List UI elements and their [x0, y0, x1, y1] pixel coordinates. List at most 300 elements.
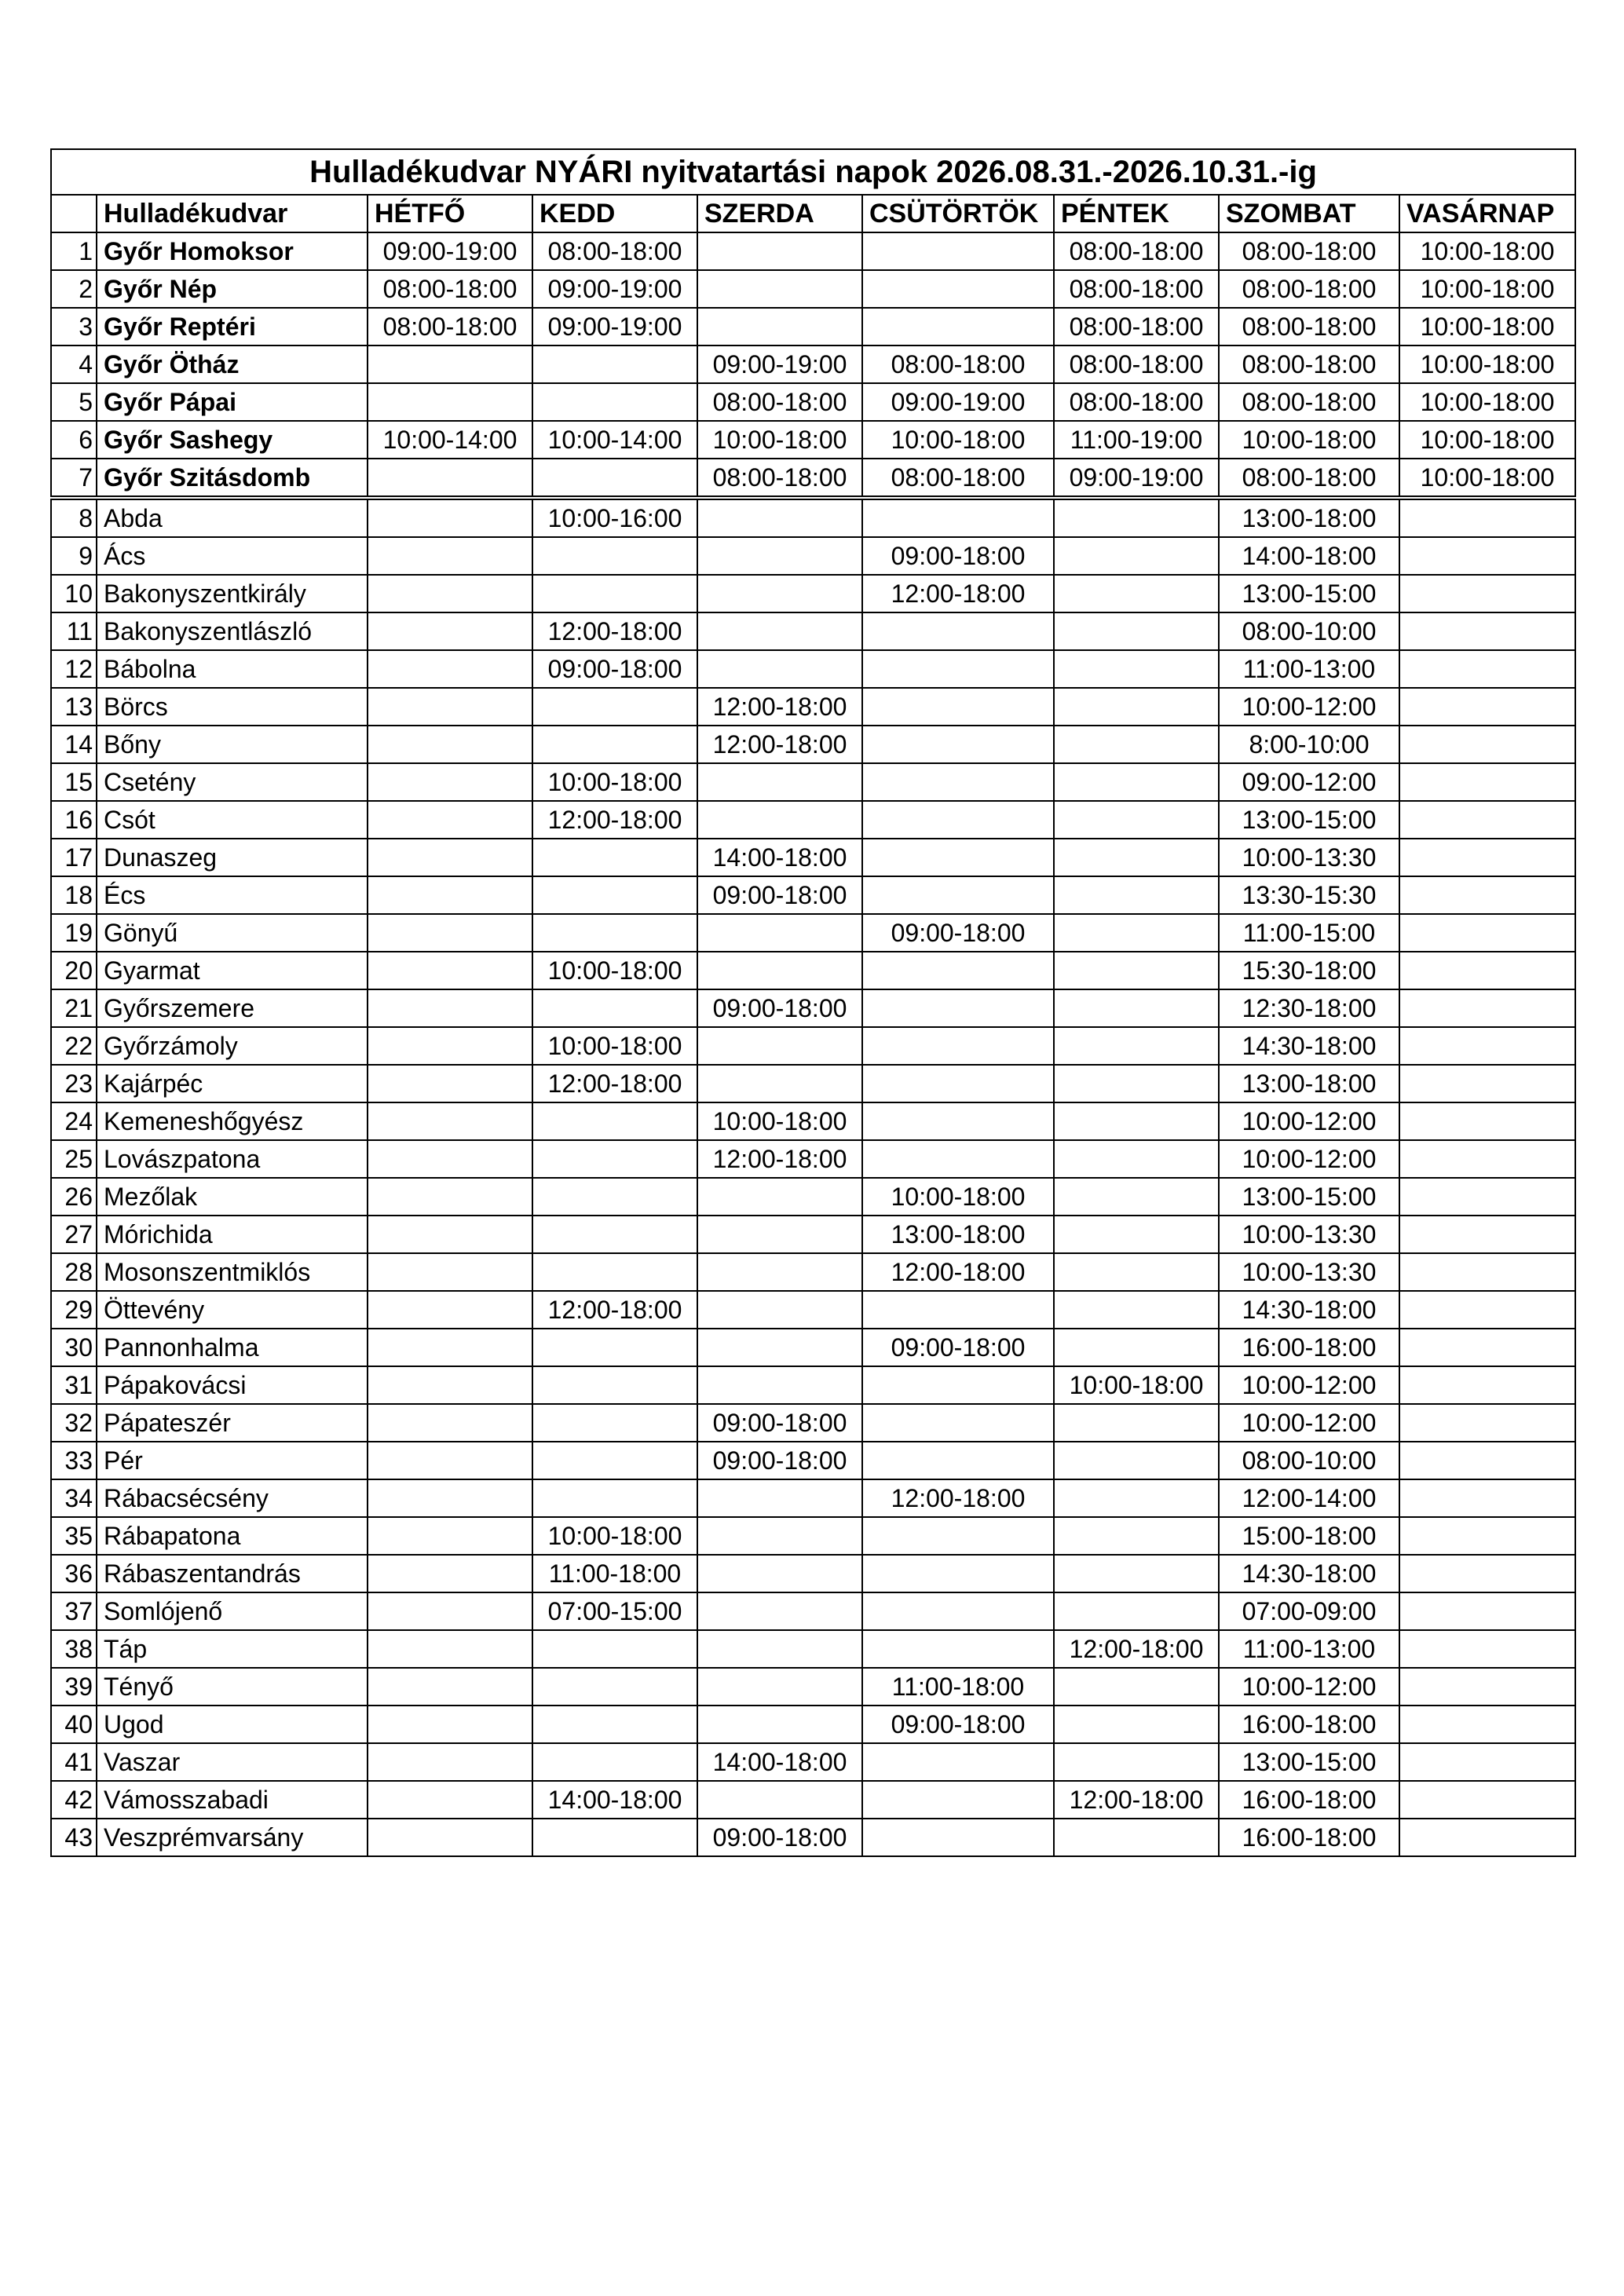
table-body [51, 232, 1575, 1856]
hours-sunday [1399, 1819, 1575, 1856]
hours-monday [368, 1065, 532, 1102]
hours-thursday [862, 1442, 1054, 1479]
table-row [51, 1781, 1575, 1819]
hours-friday: 12:00-18:00 [1054, 1630, 1219, 1668]
hours-thursday [862, 801, 1054, 839]
hours-thursday [862, 1630, 1054, 1668]
hours-saturday: 08:00-18:00 [1219, 383, 1399, 421]
site-name: Csót [97, 801, 368, 839]
hours-saturday: 08:00-18:00 [1219, 345, 1399, 383]
site-name: Bőny [97, 726, 368, 763]
hours-wednesday: 12:00-18:00 [697, 688, 862, 726]
site-name: Ugod [97, 1706, 368, 1743]
hours-saturday: 12:30-18:00 [1219, 989, 1399, 1027]
hours-saturday: 13:00-15:00 [1219, 801, 1399, 839]
hours-wednesday: 09:00-19:00 [697, 345, 862, 383]
hours-saturday: 14:30-18:00 [1219, 1291, 1399, 1329]
hours-friday [1054, 1253, 1219, 1291]
hours-friday [1054, 801, 1219, 839]
hours-monday [368, 1102, 532, 1140]
hours-wednesday [697, 1329, 862, 1366]
hours-monday [368, 914, 532, 952]
table-row [51, 612, 1575, 650]
hours-tuesday [532, 914, 697, 952]
hours-saturday: 14:00-18:00 [1219, 537, 1399, 575]
hours-sunday [1399, 1555, 1575, 1592]
hours-tuesday [532, 383, 697, 421]
hours-monday [368, 1442, 532, 1479]
table-row [51, 1102, 1575, 1140]
hours-monday [368, 1479, 532, 1517]
table-row [51, 1291, 1575, 1329]
hours-saturday: 10:00-12:00 [1219, 1668, 1399, 1706]
hours-wednesday: 12:00-18:00 [697, 726, 862, 763]
hours-thursday [862, 989, 1054, 1027]
site-name: Veszprémvarsány [97, 1819, 368, 1856]
hours-monday: 10:00-14:00 [368, 421, 532, 459]
hours-monday: 08:00-18:00 [368, 308, 532, 345]
hours-monday: 09:00-19:00 [368, 232, 532, 270]
hours-saturday: 10:00-13:30 [1219, 1216, 1399, 1253]
hours-wednesday [697, 1668, 862, 1706]
hours-friday [1054, 537, 1219, 575]
hours-tuesday [532, 1253, 697, 1291]
hours-tuesday [532, 726, 697, 763]
hours-tuesday [532, 839, 697, 876]
hours-wednesday [697, 1706, 862, 1743]
hours-thursday [862, 1027, 1054, 1065]
row-number: 2 [51, 270, 97, 308]
site-name: Győr Reptéri [97, 308, 368, 345]
row-number: 35 [51, 1517, 97, 1555]
site-name: Gyarmat [97, 952, 368, 989]
hours-thursday [862, 726, 1054, 763]
hours-wednesday [697, 1630, 862, 1668]
hours-wednesday [697, 1253, 862, 1291]
hours-wednesday: 14:00-18:00 [697, 839, 862, 876]
site-name: Rábaszentandrás [97, 1555, 368, 1592]
hours-friday [1054, 1743, 1219, 1781]
table-row [51, 914, 1575, 952]
table-row [51, 1479, 1575, 1517]
table-row [51, 763, 1575, 801]
hours-saturday: 10:00-12:00 [1219, 1140, 1399, 1178]
hours-friday [1054, 839, 1219, 876]
table-row [51, 345, 1575, 383]
hours-wednesday [697, 1781, 862, 1819]
hours-sunday [1399, 1479, 1575, 1517]
hours-wednesday: 09:00-18:00 [697, 1404, 862, 1442]
hours-saturday: 10:00-12:00 [1219, 1366, 1399, 1404]
hours-monday [368, 1027, 532, 1065]
hours-wednesday [697, 1291, 862, 1329]
hours-sunday: 10:00-18:00 [1399, 232, 1575, 270]
hours-thursday [862, 612, 1054, 650]
row-number: 30 [51, 1329, 97, 1366]
table-row [51, 421, 1575, 459]
hours-thursday: 13:00-18:00 [862, 1216, 1054, 1253]
row-number: 16 [51, 801, 97, 839]
hours-tuesday [532, 1329, 697, 1366]
hours-saturday: 08:00-18:00 [1219, 232, 1399, 270]
row-number: 7 [51, 459, 97, 498]
site-name: Pannonhalma [97, 1329, 368, 1366]
hours-friday: 08:00-18:00 [1054, 308, 1219, 345]
site-name: Börcs [97, 688, 368, 726]
hours-monday [368, 1668, 532, 1706]
hours-monday [368, 345, 532, 383]
hours-saturday: 12:00-14:00 [1219, 1479, 1399, 1517]
row-number: 18 [51, 876, 97, 914]
hours-friday [1054, 1442, 1219, 1479]
hours-tuesday: 10:00-18:00 [532, 763, 697, 801]
hours-tuesday: 10:00-16:00 [532, 498, 697, 537]
hours-monday [368, 1329, 532, 1366]
hours-saturday: 09:00-12:00 [1219, 763, 1399, 801]
table-row [51, 876, 1575, 914]
hours-monday [368, 763, 532, 801]
hours-friday [1054, 1102, 1219, 1140]
hours-tuesday [532, 1216, 697, 1253]
hours-monday [368, 383, 532, 421]
hours-sunday: 10:00-18:00 [1399, 345, 1575, 383]
hours-thursday [862, 498, 1054, 537]
hours-wednesday: 10:00-18:00 [697, 1102, 862, 1140]
table-row [51, 270, 1575, 308]
row-number: 11 [51, 612, 97, 650]
hours-thursday [862, 952, 1054, 989]
row-number: 28 [51, 1253, 97, 1291]
hours-thursday: 11:00-18:00 [862, 1668, 1054, 1706]
row-number: 3 [51, 308, 97, 345]
table-title: Hulladékudvar NYÁRI nyitvatartási napok 2026.08.31.-2026.10.31.-ig [51, 149, 1575, 195]
site-name: Bakonyszentkirály [97, 575, 368, 612]
table-row [51, 1216, 1575, 1253]
hours-tuesday [532, 688, 697, 726]
hours-sunday [1399, 1668, 1575, 1706]
hours-tuesday [532, 1668, 697, 1706]
row-number: 21 [51, 989, 97, 1027]
hours-tuesday: 10:00-18:00 [532, 1027, 697, 1065]
row-number: 38 [51, 1630, 97, 1668]
schedule-table [50, 148, 1576, 1857]
site-name: Győr Nép [97, 270, 368, 308]
hours-sunday [1399, 989, 1575, 1027]
hours-monday [368, 726, 532, 763]
hours-monday [368, 801, 532, 839]
table-row [51, 1592, 1575, 1630]
hours-friday [1054, 1479, 1219, 1517]
row-number: 40 [51, 1706, 97, 1743]
hours-thursday: 10:00-18:00 [862, 421, 1054, 459]
hours-tuesday [532, 1366, 697, 1404]
hours-sunday [1399, 1743, 1575, 1781]
hours-friday: 11:00-19:00 [1054, 421, 1219, 459]
hours-monday [368, 1706, 532, 1743]
hours-monday [368, 839, 532, 876]
row-number: 5 [51, 383, 97, 421]
hours-saturday: 08:00-10:00 [1219, 612, 1399, 650]
table-row [51, 688, 1575, 726]
hours-thursday [862, 1065, 1054, 1102]
hours-saturday: 13:00-15:00 [1219, 575, 1399, 612]
hours-saturday: 10:00-13:30 [1219, 1253, 1399, 1291]
hours-thursday [862, 270, 1054, 308]
row-number: 34 [51, 1479, 97, 1517]
table-row [51, 801, 1575, 839]
hours-thursday: 08:00-18:00 [862, 459, 1054, 498]
hours-tuesday [532, 575, 697, 612]
hours-thursday [862, 876, 1054, 914]
hours-thursday: 10:00-18:00 [862, 1178, 1054, 1216]
hours-monday [368, 876, 532, 914]
table-row [51, 1065, 1575, 1102]
hours-tuesday: 07:00-15:00 [532, 1592, 697, 1630]
hours-saturday: 08:00-10:00 [1219, 1442, 1399, 1479]
hours-monday [368, 688, 532, 726]
site-name: Bábolna [97, 650, 368, 688]
row-number: 33 [51, 1442, 97, 1479]
table-row [51, 498, 1575, 537]
hours-wednesday [697, 914, 862, 952]
hours-saturday: 11:00-13:00 [1219, 1630, 1399, 1668]
hours-monday: 08:00-18:00 [368, 270, 532, 308]
hours-tuesday [532, 876, 697, 914]
hours-monday [368, 459, 532, 498]
hours-wednesday [697, 308, 862, 345]
hours-saturday: 16:00-18:00 [1219, 1329, 1399, 1366]
site-name: Rábapatona [97, 1517, 368, 1555]
hours-thursday [862, 1291, 1054, 1329]
hours-thursday: 09:00-18:00 [862, 537, 1054, 575]
hours-thursday [862, 1517, 1054, 1555]
hours-thursday [862, 1592, 1054, 1630]
table-row [51, 839, 1575, 876]
hours-friday [1054, 726, 1219, 763]
hours-tuesday [532, 1140, 697, 1178]
site-name: Lovászpatona [97, 1140, 368, 1178]
hours-tuesday: 12:00-18:00 [532, 1065, 697, 1102]
site-name: Győr Sashegy [97, 421, 368, 459]
hours-saturday: 08:00-18:00 [1219, 459, 1399, 498]
hours-sunday [1399, 763, 1575, 801]
row-number: 14 [51, 726, 97, 763]
hours-friday [1054, 575, 1219, 612]
row-number: 39 [51, 1668, 97, 1706]
hours-tuesday: 09:00-18:00 [532, 650, 697, 688]
site-name: Somlójenő [97, 1592, 368, 1630]
row-number: 6 [51, 421, 97, 459]
hours-thursday [862, 1140, 1054, 1178]
hours-sunday [1399, 1592, 1575, 1630]
site-name: Dunaszeg [97, 839, 368, 876]
row-number: 10 [51, 575, 97, 612]
hours-wednesday: 09:00-18:00 [697, 1819, 862, 1856]
table-row [51, 1253, 1575, 1291]
hours-friday [1054, 763, 1219, 801]
hours-monday [368, 989, 532, 1027]
hours-thursday [862, 1404, 1054, 1442]
table-row [51, 989, 1575, 1027]
hours-wednesday [697, 952, 862, 989]
table-row [51, 952, 1575, 989]
hours-thursday: 09:00-18:00 [862, 1329, 1054, 1366]
table-row [51, 232, 1575, 270]
header-day-sunday: VASÁRNAP [1399, 195, 1575, 232]
hours-wednesday [697, 650, 862, 688]
table-row [51, 537, 1575, 575]
table-row [51, 1027, 1575, 1065]
hours-thursday [862, 1366, 1054, 1404]
hours-friday [1054, 1555, 1219, 1592]
hours-thursday: 08:00-18:00 [862, 345, 1054, 383]
site-name: Csetény [97, 763, 368, 801]
hours-saturday: 16:00-18:00 [1219, 1706, 1399, 1743]
row-number: 13 [51, 688, 97, 726]
site-name: Bakonyszentlászló [97, 612, 368, 650]
hours-thursday [862, 688, 1054, 726]
hours-sunday [1399, 1216, 1575, 1253]
hours-wednesday [697, 270, 862, 308]
hours-friday [1054, 1178, 1219, 1216]
hours-thursday: 09:00-18:00 [862, 1706, 1054, 1743]
hours-friday: 12:00-18:00 [1054, 1781, 1219, 1819]
hours-monday [368, 1630, 532, 1668]
site-name: Győr Homoksor [97, 232, 368, 270]
site-name: Győr Pápai [97, 383, 368, 421]
hours-tuesday [532, 1178, 697, 1216]
table-row [51, 459, 1575, 498]
table-row [51, 1668, 1575, 1706]
hours-monday [368, 1517, 532, 1555]
hours-wednesday [697, 763, 862, 801]
hours-wednesday [697, 1555, 862, 1592]
hours-monday [368, 498, 532, 537]
hours-wednesday: 12:00-18:00 [697, 1140, 862, 1178]
row-number: 20 [51, 952, 97, 989]
site-name: Pápateszér [97, 1404, 368, 1442]
hours-sunday [1399, 914, 1575, 952]
hours-thursday [862, 763, 1054, 801]
hours-monday [368, 1140, 532, 1178]
hours-wednesday [697, 801, 862, 839]
row-number: 29 [51, 1291, 97, 1329]
hours-friday [1054, 1027, 1219, 1065]
hours-friday [1054, 1216, 1219, 1253]
table-row [51, 1743, 1575, 1781]
header-num-cell [51, 195, 97, 232]
row-number: 1 [51, 232, 97, 270]
hours-monday [368, 1819, 532, 1856]
site-name: Pér [97, 1442, 368, 1479]
hours-tuesday [532, 989, 697, 1027]
hours-friday [1054, 1404, 1219, 1442]
hours-sunday [1399, 839, 1575, 876]
hours-wednesday: 09:00-18:00 [697, 989, 862, 1027]
hours-monday [368, 1781, 532, 1819]
hours-tuesday [532, 459, 697, 498]
hours-wednesday [697, 232, 862, 270]
table-row [51, 726, 1575, 763]
hours-monday [368, 575, 532, 612]
hours-tuesday: 12:00-18:00 [532, 612, 697, 650]
hours-friday [1054, 498, 1219, 537]
hours-thursday: 12:00-18:00 [862, 575, 1054, 612]
hours-saturday: 11:00-15:00 [1219, 914, 1399, 952]
hours-sunday [1399, 1366, 1575, 1404]
hours-friday [1054, 1291, 1219, 1329]
row-number: 25 [51, 1140, 97, 1178]
header-day-friday: PÉNTEK [1054, 195, 1219, 232]
hours-tuesday: 10:00-18:00 [532, 1517, 697, 1555]
hours-saturday: 07:00-09:00 [1219, 1592, 1399, 1630]
site-name: Tényő [97, 1668, 368, 1706]
table-row [51, 1140, 1575, 1178]
hours-friday [1054, 952, 1219, 989]
hours-sunday [1399, 1178, 1575, 1216]
hours-wednesday [697, 1366, 862, 1404]
hours-tuesday: 14:00-18:00 [532, 1781, 697, 1819]
hours-thursday [862, 1781, 1054, 1819]
site-name: Abda [97, 498, 368, 537]
hours-sunday [1399, 537, 1575, 575]
hours-thursday [862, 308, 1054, 345]
hours-sunday [1399, 1065, 1575, 1102]
hours-tuesday: 11:00-18:00 [532, 1555, 697, 1592]
hours-friday [1054, 1706, 1219, 1743]
site-name: Győr Ötház [97, 345, 368, 383]
hours-sunday [1399, 1706, 1575, 1743]
hours-saturday: 16:00-18:00 [1219, 1819, 1399, 1856]
hours-saturday: 14:30-18:00 [1219, 1027, 1399, 1065]
hours-friday [1054, 612, 1219, 650]
hours-friday: 08:00-18:00 [1054, 383, 1219, 421]
hours-monday [368, 1743, 532, 1781]
hours-thursday [862, 1743, 1054, 1781]
hours-sunday: 10:00-18:00 [1399, 459, 1575, 498]
hours-sunday: 10:00-18:00 [1399, 270, 1575, 308]
header-day-saturday: SZOMBAT [1219, 195, 1399, 232]
hours-sunday [1399, 1404, 1575, 1442]
hours-saturday: 13:00-18:00 [1219, 1065, 1399, 1102]
hours-thursday [862, 1555, 1054, 1592]
hours-sunday: 10:00-18:00 [1399, 383, 1575, 421]
hours-sunday [1399, 498, 1575, 537]
hours-monday [368, 952, 532, 989]
table-row [51, 383, 1575, 421]
hours-sunday [1399, 1102, 1575, 1140]
hours-sunday [1399, 952, 1575, 989]
hours-friday [1054, 1140, 1219, 1178]
hours-tuesday [532, 1706, 697, 1743]
hours-wednesday [697, 1178, 862, 1216]
site-name: Táp [97, 1630, 368, 1668]
row-number: 32 [51, 1404, 97, 1442]
hours-sunday [1399, 1517, 1575, 1555]
row-number: 15 [51, 763, 97, 801]
hours-friday [1054, 688, 1219, 726]
hours-wednesday [697, 1592, 862, 1630]
hours-saturday: 14:30-18:00 [1219, 1555, 1399, 1592]
hours-thursday [862, 232, 1054, 270]
site-name: Ács [97, 537, 368, 575]
table-row [51, 1555, 1575, 1592]
hours-monday [368, 1216, 532, 1253]
row-number: 36 [51, 1555, 97, 1592]
hours-sunday [1399, 650, 1575, 688]
hours-monday [368, 1253, 532, 1291]
table-row [51, 1517, 1575, 1555]
